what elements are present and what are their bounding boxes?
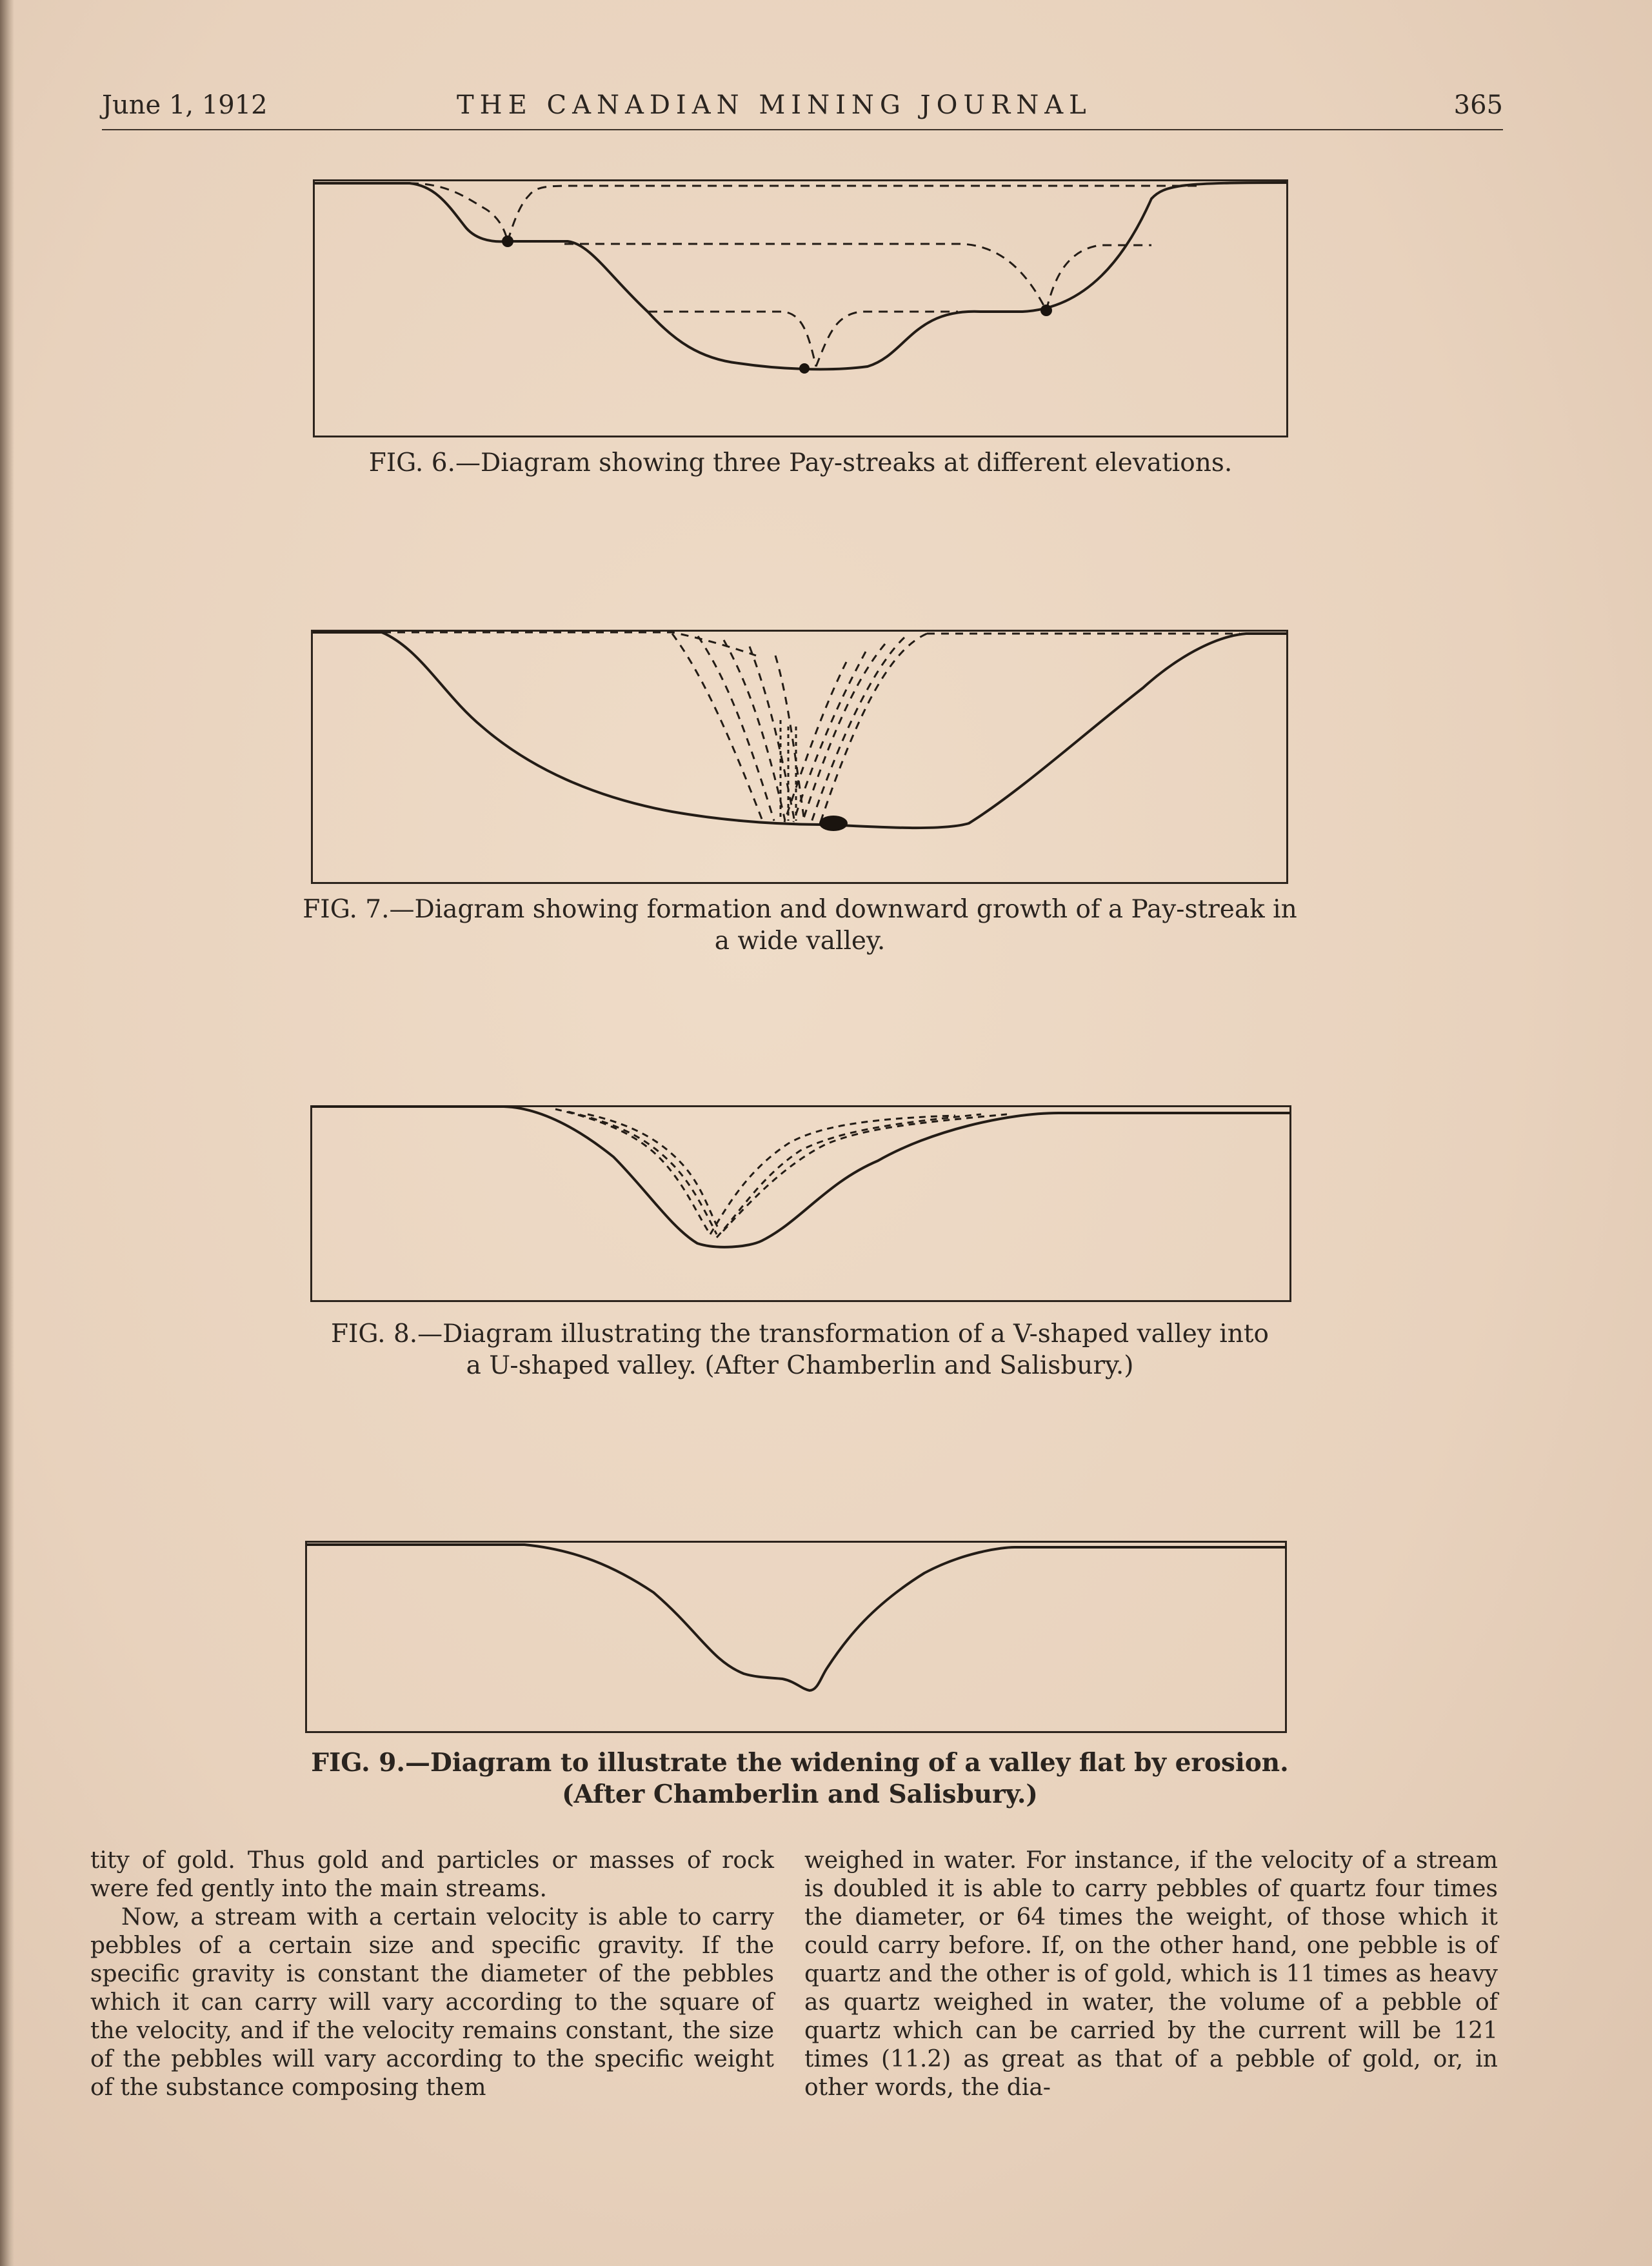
left-paragraph-1: tity of gold. Thus gold and particles or masses of rock were fed gently into the main streams. (90, 1847, 774, 1902)
figure-8-caption-line-1: —Diagram illustrating the transformation of a V-shaped valley into (417, 1319, 1269, 1349)
figure-8-diagram (310, 1105, 1291, 1302)
page-number: 365 (1453, 90, 1503, 120)
figure-9-caption (271, 1747, 1329, 1810)
figure-7-label: FIG. 7. (303, 895, 390, 924)
figure-7-caption-line-2: a wide valley. (714, 926, 886, 956)
figure-9-caption-line-2: (After Chamberlin and Salisbury.) (562, 1779, 1038, 1809)
figure-7-diagram (311, 630, 1288, 884)
body-left-column (90, 1847, 774, 2105)
header-date: June 1, 1912 (102, 90, 268, 120)
binding-edge (0, 0, 14, 2266)
left-paragraph-2: Now, a stream with a certain velocity is able to carry pebbles of a certain size and specific gravity. If the specific gravity is constant the diameter of the pebbles which it can carry will vary according to the square of the velocity, and if the velocity remains constant, the size of the pebbles will vary according to the specific weight of the substance composing them (90, 1904, 774, 2101)
header-rule (102, 129, 1503, 130)
figure-8-caption (284, 1319, 1316, 1382)
figure-7-caption (284, 894, 1316, 958)
figure-8-label: FIG. 8. (330, 1319, 418, 1349)
figure-7-caption-line-1: —Diagram showing formation and downward growth of a Pay-streak in (389, 895, 1297, 924)
figure-9-caption-line-1: —Diagram to illustrate the widening of a valley flat by erosion. (405, 1748, 1289, 1778)
figure-6-caption (313, 448, 1288, 479)
body-right-column (804, 1847, 1498, 2105)
journal-title: THE CANADIAN MINING JOURNAL (457, 90, 1092, 120)
figure-9-diagram (305, 1541, 1287, 1733)
right-paragraph: weighed in water. For instance, if the velocity of a stream is doubled it is able to carry pebbles of quartz four times the diameter, or 64 times the weight, of those which it could carry before. If, on the other hand, one pebble is of quartz and the other is of gold, which is 11 times as heavy as quartz weighed in water, the volume of a pebble of quartz which can be carried by the current will be 121 times (11.2) as great as that of a pebble of gold, or, in other words, the dia- (804, 1847, 1498, 2101)
figure-6-label: FIG. 6. (368, 448, 455, 477)
figure-6-caption-text: —Diagram showing three Pay-streaks at different elevations. (455, 448, 1233, 477)
running-head (102, 86, 1503, 125)
figure-6-diagram (313, 179, 1288, 437)
figure-9-label: FIG. 9. (311, 1748, 406, 1778)
figure-8-caption-line-2: a U-shaped valley. (After Chamberlin and Salisbury.) (466, 1350, 1134, 1380)
